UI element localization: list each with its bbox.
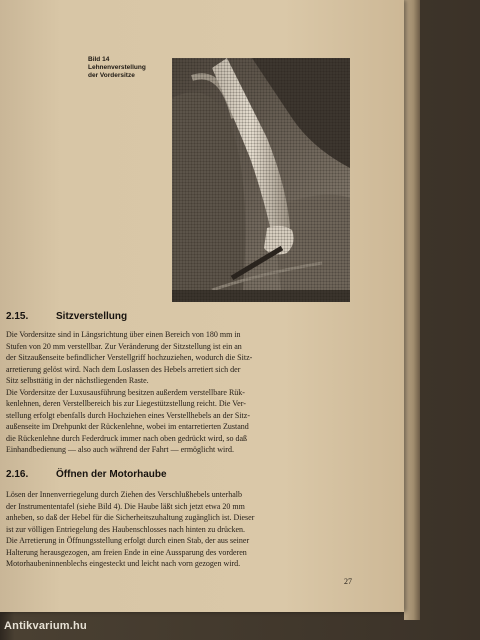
caption-line: Lehnenverstellung <box>88 64 146 71</box>
text-line: stellung erfolgt ebenfalls durch Hochziehen eines Verstellhebels an der Sitz- <box>6 410 250 420</box>
text-line: arretierung gelöst wird. Nach dem Loslassen des Hebels arretiert sich der <box>6 364 241 374</box>
section-body-seat-adjustment <box>6 329 362 456</box>
section-title: Öffnen der Motorhaube <box>56 469 167 480</box>
text-line: der Sitzaußenseite befindlicher Verstellgriff hochzuziehen, wodurch die Sitz- <box>6 353 253 362</box>
caption-line: der Vordersitze <box>88 72 135 79</box>
text-line: Halterung herausgezogen, am freien Ende in eine Aussparung des vorderen <box>6 547 247 557</box>
text-line: Lösen der Innenverriegelung durch Ziehen des Verschlußhebels unterhalb <box>6 490 242 499</box>
halftone-overlay <box>172 58 350 302</box>
seat-adjustment-photo <box>172 58 350 302</box>
page-number: 27 <box>344 577 352 586</box>
text-line: Einhandbedienung — also auch während der Fahrt — ermöglicht wird. <box>6 445 234 454</box>
text-line: anheben, so daß der Hebel für die Sicherheitszuhaltung zugänglich ist. Dieser <box>6 513 255 522</box>
text-line: kenlehnen, deren Verstellbereich bis zur Liegestützstellung reicht. Die Ver- <box>6 399 246 408</box>
page-edge <box>404 0 420 620</box>
text-line: die Rückenlehne durch Federdruck immer nach oben gedrückt wird, so daß <box>6 433 248 443</box>
text-line: Stufen von 20 mm verstellbar. Zur Veränderung der Sitzstellung ist ein an <box>6 341 242 351</box>
text-line: der Instrumententafel (siehe Bild 4). Die Haube läßt sich jetzt etwa 20 mm <box>6 501 245 511</box>
text-line: ist zur völligen Entriegelung des Haubenschlosses nach hinten zu drücken. <box>6 524 246 534</box>
caption-line: Bild 14 <box>88 56 110 63</box>
text-line: Die Vordersitze der Luxusausführung besitzen außerdem verstellbare Rük- <box>6 387 245 397</box>
text-line: außenseite im Drehpunkt der Rückenlehne, wobei im entarretierten Zustand <box>6 422 249 431</box>
watermark: Antikvarium.hu <box>4 620 87 632</box>
section-title: Sitzverstellung <box>56 311 128 322</box>
figure-caption <box>88 56 168 80</box>
section-number: 2.15. <box>6 311 29 322</box>
text-line: Die Vordersitze sind in Längsrichtung über einen Bereich von 180 mm in <box>6 330 241 339</box>
text-line: Motorhaubeninnenblechs eingesteckt und leicht nach vorn gezogen wird. <box>6 559 241 568</box>
text-line: Die Arretierung in Öffnungsstellung erfolgt durch einen Stab, der aus seiner <box>6 536 250 545</box>
section-body-open-hood <box>6 489 362 570</box>
section-number: 2.16. <box>6 469 29 480</box>
text-line: Sitz selbsttätig in der nächstliegenden Raste. <box>6 376 149 385</box>
